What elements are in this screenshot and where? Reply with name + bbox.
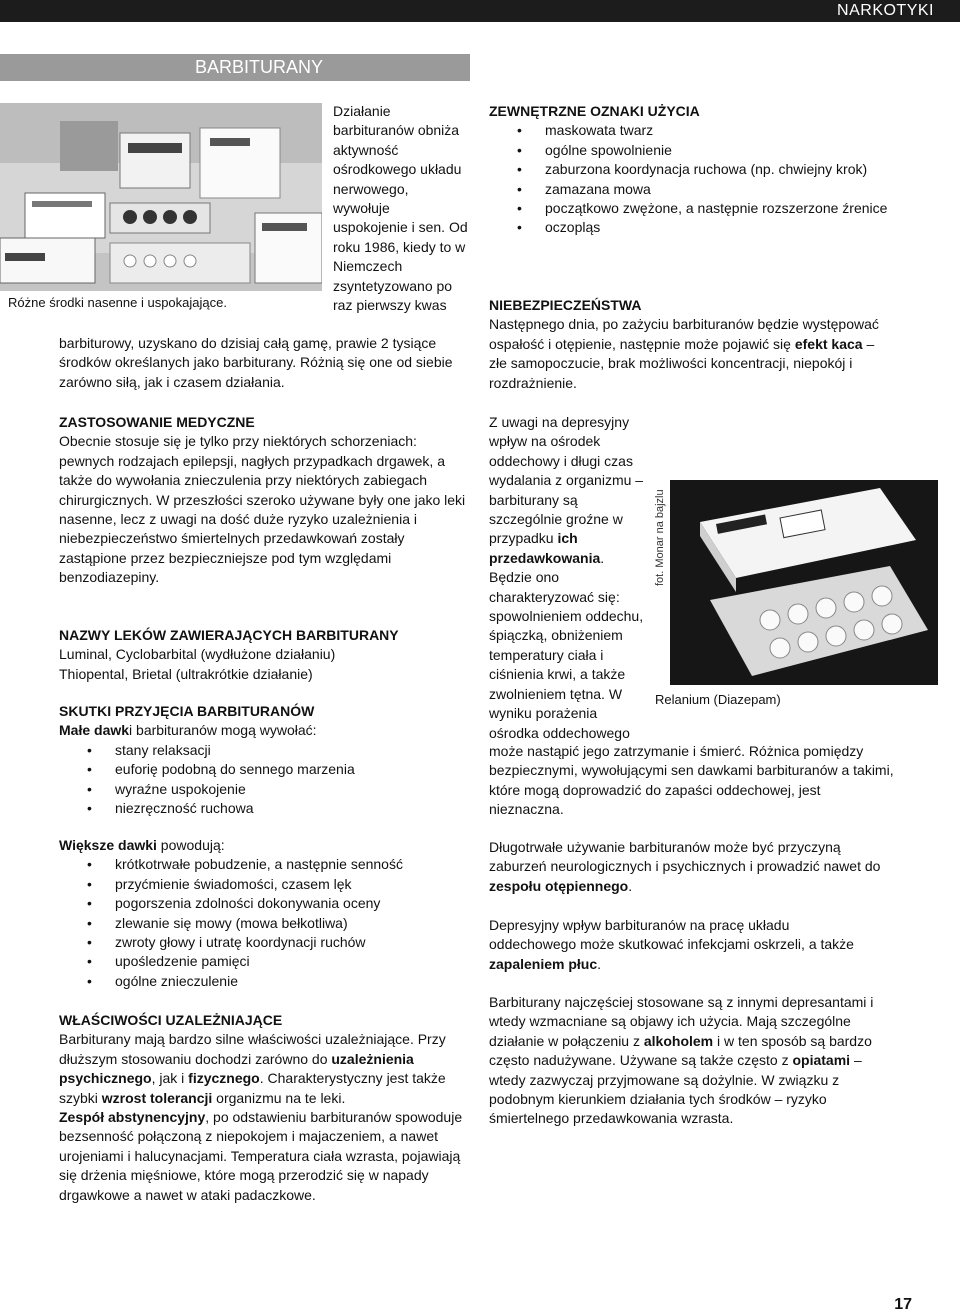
- list-item: • zamazana mowa: [489, 180, 899, 199]
- list-item: • zaburzona koordynacja ruchowa (np. chwiejny krok): [489, 160, 899, 179]
- medical-use-heading: ZASTOSOWANIE MEDYCZNE: [59, 414, 255, 430]
- list-item: • wyraźne uspokojenie: [59, 780, 469, 799]
- addiction-tolerance: wzrost tolerancji: [101, 1089, 213, 1106]
- addiction-physical: fizycznego: [188, 1070, 260, 1087]
- dangers-text-2: – złe samopoczucie, brak możliwości koncentracji, niepokój i rozdrażnienie.: [489, 335, 875, 391]
- dangers-heading: NIEBEZPIECZEŃSTWA: [489, 297, 642, 313]
- photo-credit-text: fot. Monar na bajzlu: [654, 489, 666, 586]
- relanium-photo: [670, 480, 938, 685]
- section-title-bar: [0, 54, 470, 81]
- list-item: • ogólne znieczulenie: [59, 972, 469, 991]
- list-item: • ogólne spowolnienie: [489, 141, 899, 160]
- hangover-effect: efekt kaca: [794, 335, 863, 352]
- list-item: • euforię podobną do sennego marzenia: [59, 760, 469, 779]
- small-doses-list: [59, 741, 469, 819]
- dangers-section: [489, 296, 889, 393]
- addiction-text-4: organizmu na te leki.: [212, 1089, 346, 1106]
- addiction-section: [59, 1011, 469, 1205]
- intro-text-narrow: Działanie barbituranów obniża aktywność ośrodkowego układu nerwowego, wywołuje uspokojenie i sen. Od roku 1986, kiedy to w Niemczech zsyntetyzowano po raz pierwszy kwas: [333, 103, 468, 314]
- page-number: 17: [894, 1296, 912, 1313]
- photo2-caption: Relanium (Diazepam): [655, 692, 781, 707]
- list-item: • pogorszenia zdolności dokonywania oceny: [59, 894, 469, 913]
- large-doses-list: [59, 855, 469, 991]
- pneumonia-text-1: Depresyjny wpływ barbituranów na pracę układu oddechowego może skutkować infekcjami oskrzeli, a także: [489, 917, 854, 953]
- top-header-bar: [0, 0, 960, 22]
- signs-list: [489, 121, 899, 237]
- list-item: • początkowo zwężone, a następnie rozszerzone źrenice: [489, 199, 899, 218]
- list-item: • niezręczność ruchowa: [59, 799, 469, 818]
- combination-paragraph: [489, 993, 899, 1129]
- addiction-heading: WŁAŚCIWOŚCI UZALEŻNIAJĄCE: [59, 1012, 283, 1028]
- pneumonia-paragraph: [489, 916, 869, 974]
- opiates-label: opiatami: [792, 1052, 851, 1069]
- signs-section: [489, 102, 899, 238]
- large-doses-section: [59, 836, 469, 991]
- small-doses-intro: [59, 721, 469, 740]
- photo1-caption: Różne środki nasenne i uspokajające.: [8, 295, 227, 310]
- drug-names-heading: NAZWY LEKÓW ZAWIERAJĄCYCH BARBITURANY: [59, 627, 399, 643]
- list-item: • przyćmienie świadomości, czasem lęk: [59, 875, 469, 894]
- pneumonia-text-2: .: [597, 955, 602, 972]
- large-doses-label: Większe dawki: [59, 837, 157, 853]
- combination-text-1: Barbiturany najczęściej stosowane są z innymi depresantami i wtedy wzmacniane są objawy ich użycia. Mają szczególne działanie w połączeniu z: [489, 994, 874, 1049]
- small-doses-text: i barbituranów mogą wywołać:: [129, 722, 317, 739]
- combination-text-2: i w ten sposób są bardzo często nadużywane. Używane są także często z: [489, 1032, 872, 1069]
- section-title: BARBITURANY: [195, 57, 324, 77]
- combination-text-3: – wtedy zazwyczaj przyjmowane są dożylnie. W związku z podobnym kierunkiem działania tych środków – ryzyko śmiertelnego przedawkowania wzrasta.: [489, 1052, 862, 1127]
- dangers-text-1: Następnego dnia, po zażyciu barbituranów będzie występować ospałość i otępienie, następnie może pojawić się: [489, 316, 879, 352]
- addiction-text-1: Barbiturany mają bardzo silne właściwości uzależniające. Przy dłuższym stosowaniu dochodzi zarówno do: [59, 1031, 446, 1067]
- pneumonia-label: zapaleniem płuc: [489, 955, 598, 972]
- signs-heading: ZEWNĘTRZNE OZNAKI UŻYCIA: [489, 103, 700, 119]
- addiction-text-3: . Charakterystyczny jest także szybki: [59, 1070, 446, 1106]
- list-item: • upośledzenie pamięci: [59, 952, 469, 971]
- dementia-syndrome: zespołu otępiennego: [489, 877, 629, 894]
- respiratory-text-wide: może nastąpić jego zatrzymanie i śmierć. Różnica pomiędzy bezpiecznymi, wywołującymi sen dawkami barbituranów a takimi, które mogą doprowadzić do zapaści oddechowej, jest nieznaczna.: [489, 743, 894, 818]
- respiratory-text-2: . Będzie ono charakteryzować się: spowolnieniem oddechu, śpiączką, obniżeniem temperatury ciała i ciśnienia krwi, a także zwolnieniem tętna. W wyniku porażenia ośrodka oddechowego: [489, 549, 644, 741]
- drug-names-section: [59, 626, 469, 684]
- respiratory-text-narrow: [489, 413, 649, 743]
- addiction-text-2: , jak i: [151, 1070, 189, 1087]
- intro-text-wide: barbiturowy, uzyskano do dzisiaj całą gamę, prawie 2 tysiące środków określanych jako barbiturany. Różnią się one od siebie zarówno siłą, jak i czasem działania.: [59, 335, 453, 390]
- alcohol-label: alkoholem: [643, 1032, 714, 1049]
- withdrawal-text: , po odstawieniu barbituranów spowoduje bezsenność połączoną z niepokojem i majaczeniem, a nawet urojeniami i halucynacjami. Temperatura ciała wzrasta, pojawiają się drżenia mięśniowe, które mogą przerodzić się w napady drgawkowe a nawet w ataki padaczkowe.: [59, 1109, 463, 1203]
- addiction-psychic: uzależnienia psychicznego: [59, 1050, 414, 1087]
- large-doses-intro: [59, 836, 469, 855]
- list-item: • maskowata twarz: [489, 121, 899, 140]
- drug-names-line-1: Luminal, Cyclobarbital (wydłużone działaniu): [59, 646, 336, 663]
- large-doses-text: powodują:: [156, 837, 225, 853]
- neurological-text-1: Długotrwałe używanie barbituranów może być przyczyną zaburzeń neurologicznych i psychicznych i prowadzić nawet do: [489, 839, 881, 875]
- list-item: • krótkotrwałe pobudzenie, a następnie senność: [59, 855, 469, 874]
- list-item: • zwroty głowy i utratę koordynacji ruchów: [59, 933, 469, 952]
- medical-use-section: [59, 413, 469, 588]
- list-item: • oczopląs: [489, 218, 899, 237]
- neurological-paragraph: [489, 838, 899, 896]
- header-title: NARKOTYKI: [837, 2, 934, 19]
- drug-names-line-2: Thiopental, Brietal (ultrakrótkie działanie): [59, 665, 313, 682]
- effects-heading: SKUTKI PRZYJĘCIA BARBITURANÓW: [59, 703, 315, 719]
- medical-use-text: Obecnie stosuje się je tylko przy niektórych schorzeniach: pewnych rodzajach epilepsji, nagłych przypadkach drgawek, a także do wywołania znieczulenia przy niektórych zabiegach chirurgicznych. W przeszłości szeroko używane były one jako leki nasenne, lecz z uwagi na dość duże ryzyko uzależnienia i niebezpieczeństwo śmiertelnych przedawkowań zostały zastąpione przez bezpieczniejsze pod tym względami benzodiazepiny.: [59, 433, 466, 586]
- photo-credit: [650, 480, 670, 590]
- overdose-label: ich przedawkowania: [489, 530, 601, 566]
- list-item: • zlewanie się mowy (mowa bełkotliwa): [59, 914, 469, 933]
- neurological-text-2: .: [628, 877, 633, 894]
- withdrawal-label: Zespół abstynencyjny: [59, 1109, 206, 1126]
- effects-section: [59, 702, 469, 818]
- medication-boxes-photo: [0, 103, 322, 291]
- respiratory-text-1: Z uwagi na depresyjny wpływ na ośrodek oddechowy i długi czas wydalania z organizmu – barbiturany są szczególnie groźne w przypadku: [489, 414, 644, 547]
- small-doses-label: Małe dawk: [59, 722, 130, 739]
- list-item: • stany relaksacji: [59, 741, 469, 760]
